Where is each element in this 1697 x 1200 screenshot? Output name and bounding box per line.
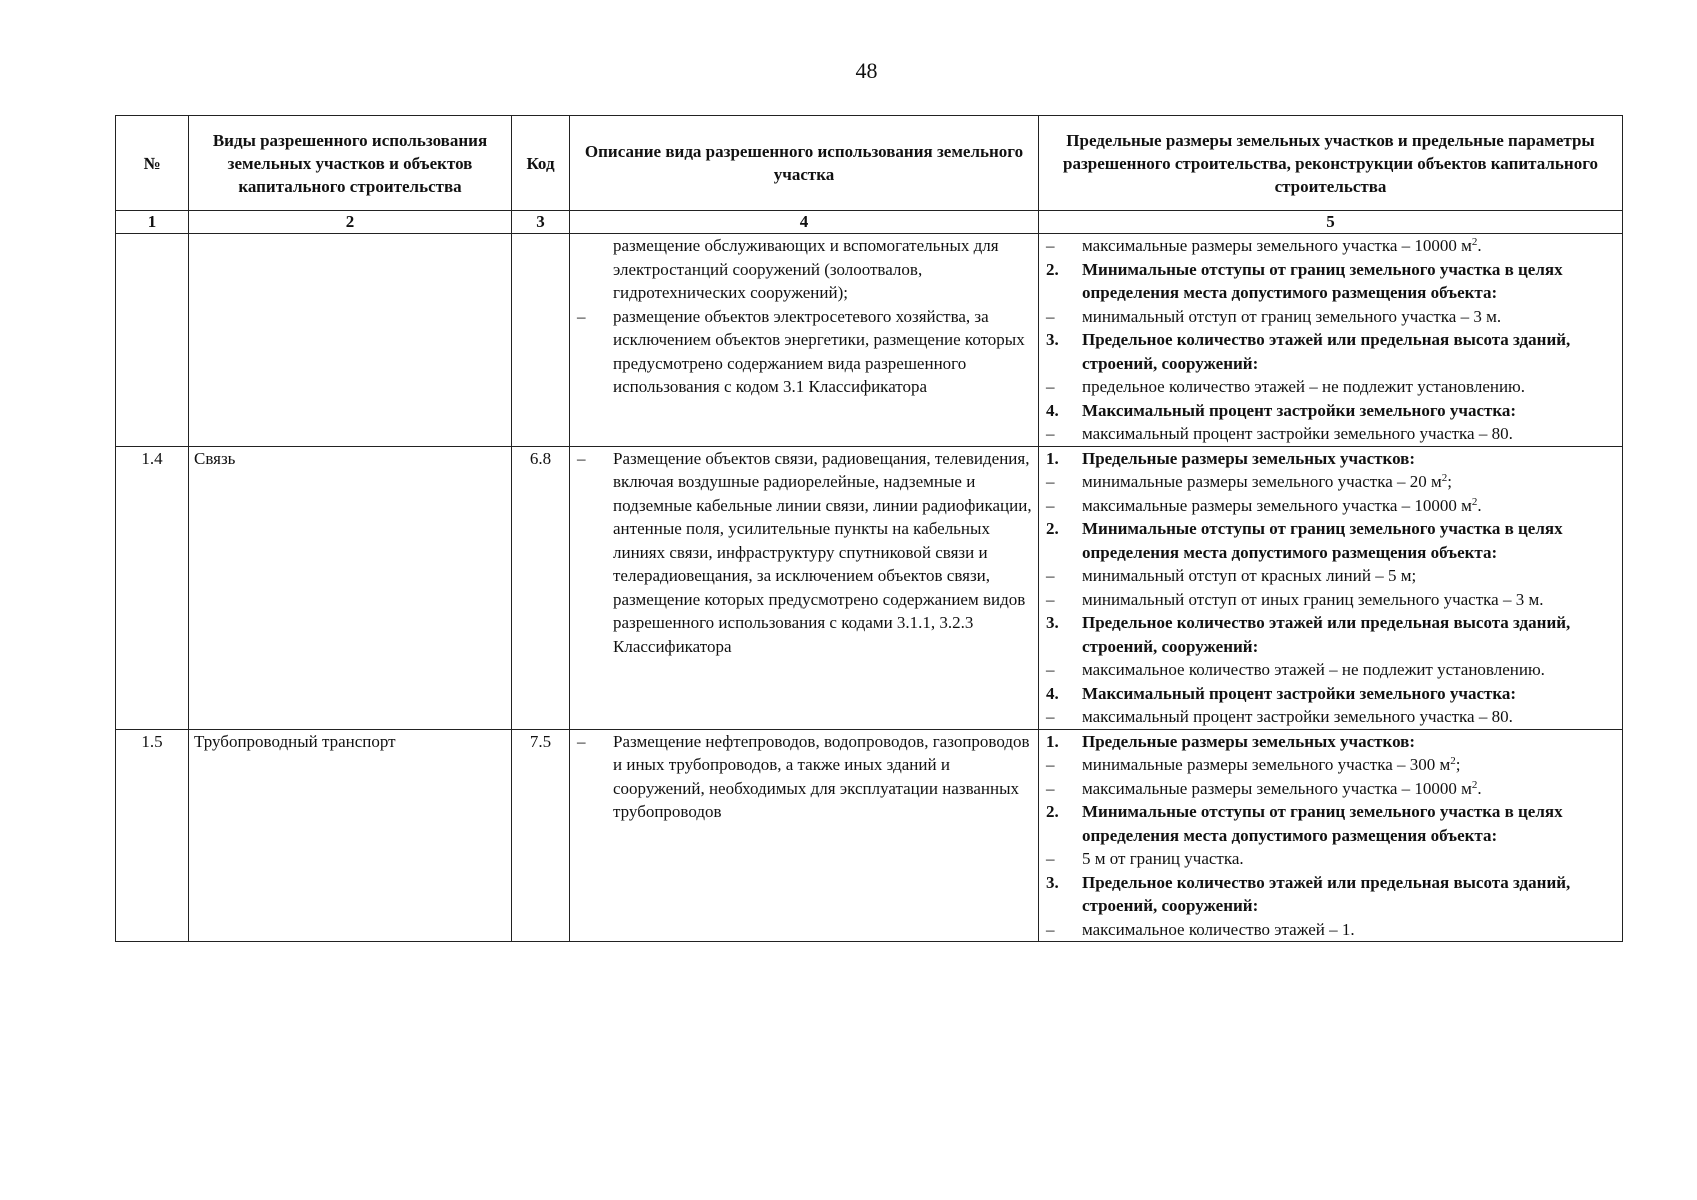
parameter-item <box>1044 328 1617 375</box>
header-description: Описание вида разрешенного использования земельного участка <box>570 116 1039 211</box>
list-marker <box>575 234 613 305</box>
land-use-table <box>115 115 1623 942</box>
list-text: минимальный отступ от иных границ земельного участка – 3 м. <box>1082 589 1544 609</box>
header-code: Код <box>512 116 570 211</box>
list-marker: – <box>577 306 586 326</box>
list-text: размещение обслуживающих и вспомогательных для электростанций сооружений (золоотвалов, гидротехнических сооружений); <box>613 236 999 302</box>
list-text: минимальные размеры земельного участка – 20 м <box>1082 472 1442 491</box>
list-text: Размещение нефтепроводов, водопроводов, газопроводов и иных трубопроводов, а также иных зданий и сооружений, необходимых для эксплуатации названных трубопроводов <box>613 731 1030 821</box>
list-marker: 1. <box>1046 731 1059 751</box>
use-code: 6.8 <box>512 446 570 729</box>
parameter-item <box>1044 305 1617 329</box>
header-number: № <box>116 116 189 211</box>
list-text: Предельные размеры земельных участков: <box>1082 731 1416 751</box>
list-marker: – <box>1046 707 1055 726</box>
list-text-group <box>1082 234 1617 258</box>
column-number-row <box>116 211 1623 234</box>
use-description <box>570 234 1039 447</box>
list-marker: – <box>1046 849 1055 868</box>
list-text: Минимальные отступы от границ земельного участка в целях определения места допустимого размещения объекта: <box>1082 519 1563 562</box>
list-text: максимальные размеры земельного участка – 10000 м <box>1082 778 1472 798</box>
use-type-name: Связь <box>189 446 512 729</box>
list-marker: – <box>1046 236 1055 255</box>
list-marker: – <box>1046 472 1055 491</box>
list-marker: 2. <box>1046 802 1059 821</box>
row-number: 1.4 <box>116 446 189 729</box>
parameter-item <box>1044 753 1617 777</box>
list-text: Размещение объектов связи, радиовещания, телевидения, включая воздушные радиорелейные, надземные и подземные кабельные линии связи, линии радиофикации, антенные поля, усилительные пункты на кабельных линиях связи, инфраструктуру спутниковой связи и телерадиовещания, за исключением объектов связи, размещение которых предусмотрено содержанием видов разрешенного использования с кодами 3.1.1, 3.2.3 Классификатора <box>613 448 1032 656</box>
list-text: максимальный процент застройки земельного участка – 80. <box>1082 424 1513 443</box>
list-text: Предельное количество этажей или предельная высота зданий, строений, сооружений: <box>1082 330 1571 373</box>
page-number: 48 <box>855 58 878 83</box>
column-number: 3 <box>512 211 570 234</box>
header-parameters: Предельные размеры земельных участков и предельные параметры разрешенного строительства, реконструкции объектов капитального строительства <box>1039 116 1623 211</box>
list-text: Предельное количество этажей или предельная высота зданий, строений, сооружений: <box>1082 613 1571 656</box>
parameter-item <box>1044 517 1617 564</box>
list-marker: – <box>1046 589 1055 609</box>
parameter-item <box>1044 705 1617 729</box>
use-description <box>570 446 1039 729</box>
list-marker: 4. <box>1046 400 1059 420</box>
list-text-suffix: . <box>1477 236 1482 255</box>
parameter-item <box>1044 494 1617 518</box>
table-row <box>116 234 1623 447</box>
description-item <box>575 730 1033 824</box>
use-type-name <box>189 234 512 447</box>
list-text: максимальные размеры земельного участка – 10000 м <box>1082 236 1472 255</box>
list-marker: – <box>1046 306 1055 326</box>
list-marker: – <box>1046 377 1055 396</box>
list-marker: 2. <box>1046 519 1059 538</box>
list-text: минимальные размеры земельного участка – 300 м <box>1082 755 1451 774</box>
table-row <box>116 729 1623 942</box>
list-text: максимальные размеры земельного участка – 10000 м <box>1082 495 1472 515</box>
parameter-item <box>1044 564 1617 588</box>
header-use-type: Виды разрешенного использования земельных участков и объектов капитального строительства <box>189 116 512 211</box>
list-text: Предельные размеры земельных участков: <box>1082 448 1416 468</box>
list-marker: – <box>577 731 586 751</box>
parameter-item <box>1044 422 1617 446</box>
list-text: Минимальные отступы от границ земельного участка в целях определения места допустимого размещения объекта: <box>1082 259 1563 302</box>
parameter-item <box>1044 258 1617 305</box>
limit-parameters <box>1039 234 1623 447</box>
description-item <box>575 305 1033 399</box>
column-number: 2 <box>189 211 512 234</box>
description-item <box>575 234 1033 305</box>
column-number: 1 <box>116 211 189 234</box>
list-marker: – <box>1046 778 1055 798</box>
use-code: 7.5 <box>512 729 570 942</box>
list-marker: – <box>1046 755 1055 774</box>
limit-parameters <box>1039 446 1623 729</box>
parameter-item <box>1044 447 1617 471</box>
list-marker: – <box>1046 566 1055 585</box>
use-description <box>570 729 1039 942</box>
row-number: 1.5 <box>116 729 189 942</box>
parameter-item <box>1044 871 1617 918</box>
list-text-group <box>1082 753 1617 777</box>
list-text-group <box>1082 777 1617 801</box>
parameter-item <box>1044 611 1617 658</box>
list-text-suffix: ; <box>1455 755 1461 774</box>
use-type-name: Трубопроводный транспорт <box>189 729 512 942</box>
list-text: минимальный отступ от красных линий – 5 м; <box>1082 566 1417 585</box>
parameter-item <box>1044 800 1617 847</box>
list-marker: 3. <box>1046 872 1059 892</box>
parameter-item <box>1044 777 1617 801</box>
list-text-suffix: . <box>1477 495 1482 515</box>
list-text: 5 м от границ участка. <box>1082 849 1244 868</box>
parameter-item <box>1044 399 1617 423</box>
superscript: 2 <box>1441 472 1448 484</box>
parameter-item <box>1044 588 1617 612</box>
list-text: максимальное количество этажей – не подлежит установлению. <box>1082 660 1545 679</box>
superscript: 2 <box>1471 495 1478 508</box>
parameter-item <box>1044 234 1617 258</box>
list-marker: – <box>1046 660 1055 679</box>
list-marker: 3. <box>1046 613 1059 632</box>
list-text: Максимальный процент застройки земельного участка: <box>1082 683 1517 703</box>
column-number: 4 <box>570 211 1039 234</box>
list-text: Минимальные отступы от границ земельного участка в целях определения места допустимого размещения объекта: <box>1082 802 1563 845</box>
list-text: Предельное количество этажей или предельная высота зданий, строений, сооружений: <box>1082 872 1571 915</box>
list-marker: – <box>1046 495 1055 515</box>
row-number <box>116 234 189 447</box>
list-text: минимальный отступ от границ земельного участка – 3 м. <box>1082 306 1502 326</box>
list-text-group <box>1082 494 1617 518</box>
description-item <box>575 447 1033 659</box>
column-number: 5 <box>1039 211 1623 234</box>
parameter-item <box>1044 470 1617 494</box>
list-text: предельное количество этажей – не подлежит установлению. <box>1082 377 1526 396</box>
superscript: 2 <box>1450 755 1456 767</box>
list-text: Максимальный процент застройки земельного участка: <box>1082 400 1517 420</box>
list-marker: – <box>1046 919 1055 939</box>
list-marker: 3. <box>1046 330 1059 349</box>
list-text-group <box>1082 470 1617 494</box>
superscript: 2 <box>1471 236 1478 248</box>
parameter-item <box>1044 847 1617 871</box>
list-text: максимальный процент застройки земельного участка – 80. <box>1082 707 1513 726</box>
table-row <box>116 446 1623 729</box>
list-marker: – <box>577 448 586 468</box>
list-marker: – <box>1046 424 1055 443</box>
table-header-row <box>116 116 1623 211</box>
parameter-item <box>1044 682 1617 706</box>
use-code <box>512 234 570 447</box>
list-marker: 1. <box>1046 448 1059 468</box>
list-text: максимальное количество этажей – 1. <box>1082 919 1355 939</box>
list-marker: 4. <box>1046 683 1059 703</box>
table-body <box>116 234 1623 942</box>
parameter-item <box>1044 658 1617 682</box>
list-marker: 2. <box>1046 259 1059 279</box>
list-text-suffix: . <box>1477 778 1482 798</box>
list-text-suffix: ; <box>1447 472 1452 491</box>
limit-parameters <box>1039 729 1623 942</box>
parameter-item <box>1044 730 1617 754</box>
list-text: размещение объектов электросетевого хозяйства, за исключением объектов энергетики, размещение которых предусмотрено содержанием вида разрешенного использования с кодом 3.1 Классификатора <box>613 306 1025 396</box>
parameter-item <box>1044 375 1617 399</box>
parameter-item <box>1044 918 1617 942</box>
superscript: 2 <box>1471 778 1478 791</box>
